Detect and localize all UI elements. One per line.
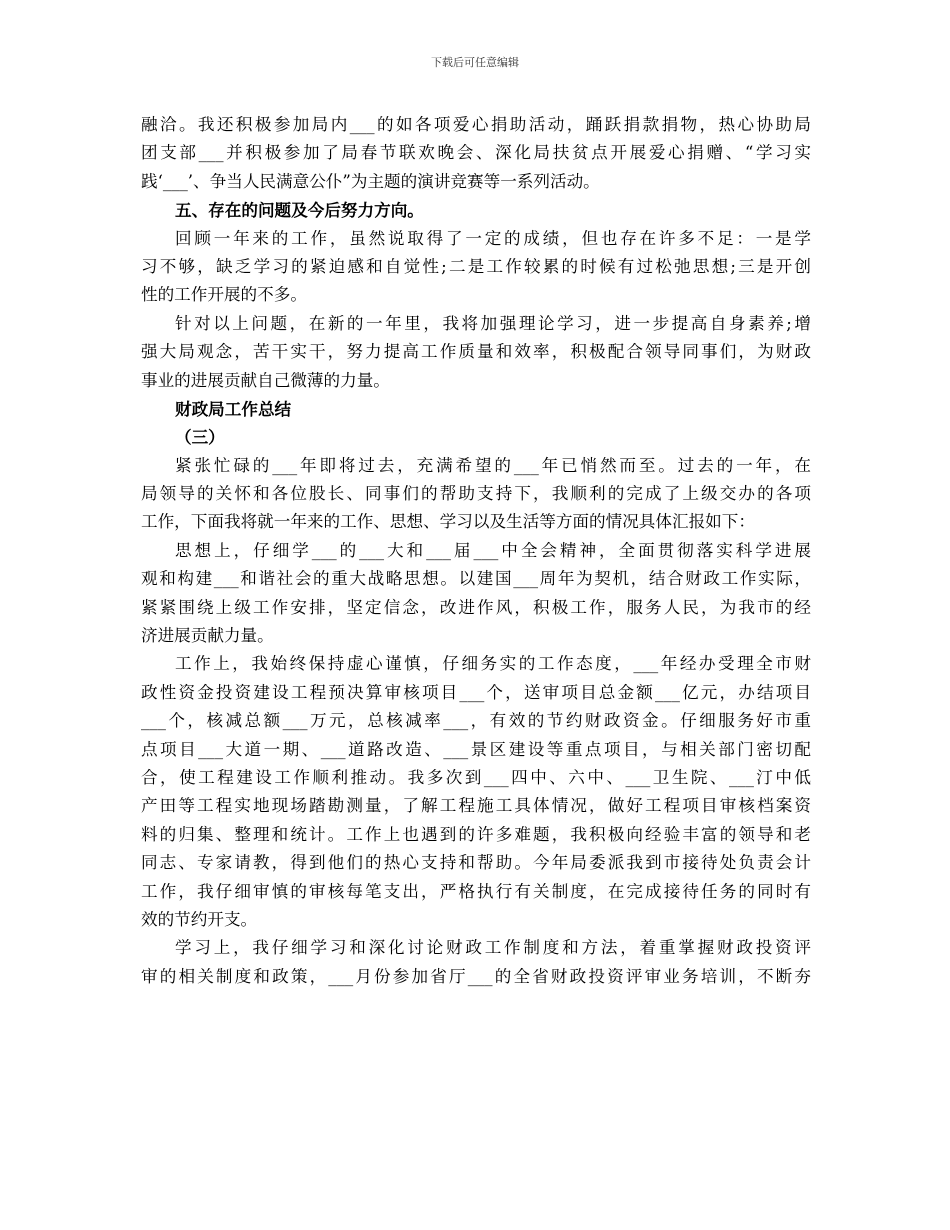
text-line: 性的工作开展的不多。 xyxy=(141,285,307,305)
document-body xyxy=(141,111,811,991)
text-line: 合，使工程建设工作顺利推动。我多次到___四中、六中、___卫生院、___汀中低 xyxy=(141,767,811,787)
text-line: 观和构建___和谐社会的重大战略思想。以建国___周年为契机，结合财政工作实际， xyxy=(141,569,811,589)
text-line: 践‘___’、争当人民满意公仆”为主题的演讲竞赛等一系列活动。 xyxy=(141,171,600,191)
text-line: 政性资金投资建设工程预决算审核项目___个，送审项目总金额___亿元，办结项目 xyxy=(141,682,811,702)
text-line: 强大局观念，苦干实干，努力提高工作质量和效率，积极配合领导同事们，为财政 xyxy=(141,342,811,362)
text-line: 融洽。我还积极参加局内___的如各项爱心捐助活动，踊跃捐款捐物，热心协助局 xyxy=(141,115,811,134)
text-line: 团支部___并积极参加了局春节联欢晚会、深化局扶贫点开展爱心捐赠、“学习实 xyxy=(141,143,811,163)
text-line: 工作，我仔细审慎的审核每笔支出，严格执行有关制度，在完成接待任务的同时有 xyxy=(141,881,811,901)
section-heading: 五、存在的问题及今后努力方向。 xyxy=(175,200,424,221)
text-line: ___个，核减总额___万元，总核减率___，有效的节约财政资金。仔细服务好市重 xyxy=(141,711,811,731)
text-line: 学习上，我仔细学习和深化讨论财政工作制度和方法，着重掌握财政投资评 xyxy=(175,938,811,958)
page-header: 下载后可任意编辑 xyxy=(431,56,519,69)
text-line: 紧紧围绕上级工作安排，坚定信念，改进作风，积极工作，服务人民，为我市的经 xyxy=(141,597,811,617)
text-line: 工作上，我始终保持虚心谨慎，仔细务实的工作态度，___年经办受理全市财 xyxy=(175,654,811,674)
text-line: 事业的进展贡献自己微薄的力量。 xyxy=(141,370,390,390)
text-line: 回顾一年来的工作，虽然说取得了一定的成绩，但也存在许多不足：一是学 xyxy=(175,228,811,248)
text-line: 产田等工程实地现场踏勘测量，了解工程施工具体情况，做好工程项目审核档案资 xyxy=(141,796,811,816)
text-line: 审的相关制度和政策，___月份参加省厅___的全省财政投资评审业务培训，不断夯 xyxy=(141,966,811,986)
text-line: 效的节约开支。 xyxy=(141,909,258,929)
text-line: 点项目___大道一期、___道路改造、___景区建设等重点项目，与相关部门密切配 xyxy=(141,739,811,759)
text-line: 针对以上问题，在新的一年里，我将加强理论学习，进一步提高自身素养;增 xyxy=(175,313,811,333)
text-line: 同志、专家请教，得到他们的热心支持和帮助。今年局委派我到市接待处负责会计 xyxy=(141,853,811,873)
text-line: 紧张忙碌的___年即将过去，充满希望的___年已悄然而至。过去的一年，在 xyxy=(175,455,811,475)
text-line: 思想上，仔细学___的___大和___届___中全会精神，全面贯彻落实科学进展 xyxy=(175,540,811,560)
text-line: 济进展贡献力量。 xyxy=(141,626,274,646)
text-line: 局领导的关怀和各位股长、同事们的帮助支持下，我顺利的完成了上级交办的各项 xyxy=(141,484,811,504)
text-line: 工作，下面我将就一年来的工作、思想、学习以及生活等方面的情况具体汇报如下： xyxy=(141,512,755,532)
text-line: 料的归集、整理和统计。工作上也遇到的许多难题，我积极向经验丰富的领导和老 xyxy=(141,824,811,844)
section-heading: 财政局工作总结 xyxy=(175,398,292,419)
text-line: 习不够，缺乏学习的紧迫感和自觉性;二是工作较累的时候有过松弛思想;三是开创 xyxy=(141,256,811,276)
section-heading: （三） xyxy=(175,427,225,448)
